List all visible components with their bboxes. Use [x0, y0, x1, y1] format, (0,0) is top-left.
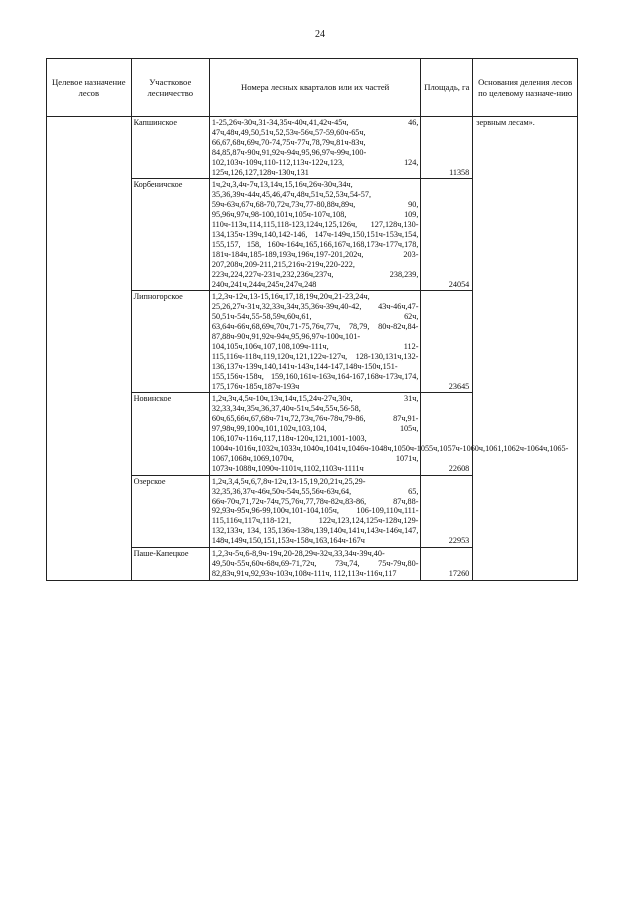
district-cell: Новинское — [131, 393, 209, 475]
district-cell: Паше-Капецкое — [131, 548, 209, 581]
quarters-cell: 1,2,3ч-5ч,6-8,9ч-19ч,20-28,29ч-32ч,33,34ч-39ч,40-49,50ч-55ч,60ч-68ч,69-71,72ч, 73ч,74, 75ч-79ч,80-82,83ч,91ч,92,93ч-103ч,108ч-111ч, 112,113ч-116ч,117 — [209, 548, 421, 581]
table-row — [47, 117, 578, 179]
area-cell: 22953 — [421, 475, 473, 547]
header-area: Площадь, га — [421, 59, 473, 117]
header-quarters: Номера лесных кварталов или их частей — [209, 59, 421, 117]
district-cell: Озерское — [131, 475, 209, 547]
area-cell: 23645 — [421, 291, 473, 393]
quarters-cell: 1,2ч,3,4,5ч,6,7,8ч-12ч,13-15,19,20,21ч,25,29-32,35,36,37ч-46ч,50ч-54ч,55,56ч-63ч,64, 65, 66ч-70ч,71,72ч-74ч,75,76ч,77,78ч-82ч,83-86, 87ч,88-92,93ч-95ч,96-99,100ч,101-104,105ч, 106-109,110ч,111-115,116ч,117ч,118-121, 122ч,123,124,125ч-128ч,129-132,133ч, 134, 135,136ч-138ч,139,140ч,141ч,143ч-146ч,147, 148ч,149ч,150,151,153ч-158ч,163,164ч-167ч — [209, 475, 421, 547]
area-cell: 17260 — [421, 548, 473, 581]
header-district: Участковое лесничество — [131, 59, 209, 117]
header-purpose: Целевое назначение лесов — [47, 59, 132, 117]
district-cell: Липногорское — [131, 291, 209, 393]
forest-table — [46, 58, 578, 581]
quarters-cell: 1ч,2ч,3,4ч-7ч,13,14ч,15,16ч,26ч-30ч,34ч, 35,36,39ч-44ч,45,46,47ч,48ч,51ч,52,53ч,54-57, 59ч-63ч,67ч,68-70,72ч,73ч,77-80,88ч,89ч, 90, 95,96ч,97ч,98-100,101ч,105ч-107ч,108, 109, 110ч-113ч,114,115,118-123,124ч,125,126ч, 127,128ч,130-134,135ч-139ч,140,142-146, 147ч-149ч,150,151ч-153ч,154, 155,157, 158, 160ч-164ч,165,166,167ч,168,173ч-177ч,178, 181ч-184ч,185-189,193ч,196ч,197-201,202ч, 203-207,208ч,209-211,215,216ч-219ч,220-222, 223ч,224,227ч-231ч,232,236ч,237ч, 238,239, 240ч,241ч,244ч,245ч,247ч,248 — [209, 179, 421, 291]
area-cell: 22608 — [421, 393, 473, 475]
table-header-row — [47, 59, 578, 117]
area-cell: 11358 — [421, 117, 473, 179]
basis-cell: зервным лесам». — [473, 117, 578, 581]
quarters-cell: 1,2,3ч-12ч,13-15,16ч,17,18,19ч,20ч,21-23,24ч, 25,26,27ч-31ч,32,33ч,34ч,35,36ч-39ч,40-42, 43ч-46ч,47-50,51ч-54ч,55-58,59ч,60ч,61, 62ч, 63,64ч-66ч,68,69ч,70ч,71-75,76ч,77ч, 78,79, 80ч-82ч,84-87,88ч-90ч,91,92ч-94ч,95,96,97ч-100ч,101-104,105ч,106ч,107,108,109ч-111ч, 112-115,116ч-118ч,119,120ч,121,122ч-127ч, 128-130,131ч,132-136,137ч-139ч,140,141ч-143ч,144-147,148ч-150ч,151-155,156ч-158ч, 159,160,161ч-163ч,164-167,168ч-173ч,174, 175,176ч-185ч,187ч-193ч — [209, 291, 421, 393]
header-basis: Основания деления лесов по целевому назначе-нию — [473, 59, 578, 117]
quarters-cell: 1-25,26ч-30ч,31-34,35ч-40ч,41,42ч-45ч, 46, 47ч,48ч,49,50,51ч,52,53ч-56ч,57-59,60ч-65ч, 66,67,68ч,69ч,70-74,75ч-77ч,78,79ч,81ч-83ч, 84,85,87ч-90ч,91,92ч-94ч,95,96,97ч-99ч,100-102,103ч-109ч,110-112,113ч-122ч,123, 124, 125ч,126,127,128ч-130ч,131 — [209, 117, 421, 179]
area-cell: 24054 — [421, 179, 473, 291]
purpose-cell — [47, 117, 132, 581]
quarters-cell: 1,2ч,3ч,4,5ч-10ч,13ч,14ч,15,24ч-27ч,30ч, 31ч, 32,33,34ч,35ч,36,37,40ч-51ч,54ч,55ч,56-58, 60ч,65,66ч,67,68ч-71ч,72,73ч,76ч-78ч,79-86, 87ч,91-97,98ч,99,100ч,101,102ч,103,104, 105ч, 106,107ч-116ч,117,118ч-120ч,121,1001-1003, 1004ч-1016ч,1032ч,1033ч,1040ч,1041ч,1046ч-1048ч,1050ч-1055ч,1057ч-1060ч,1061,1062ч-1064ч,1065-1067,1068ч,1069,1070ч, 1071ч, 1073ч-1088ч,1090ч-1101ч,1102,1103ч-1111ч — [209, 393, 421, 475]
district-cell: Корбеничское — [131, 179, 209, 291]
district-cell: Капшинское — [131, 117, 209, 179]
page-number: 24 — [315, 29, 325, 40]
